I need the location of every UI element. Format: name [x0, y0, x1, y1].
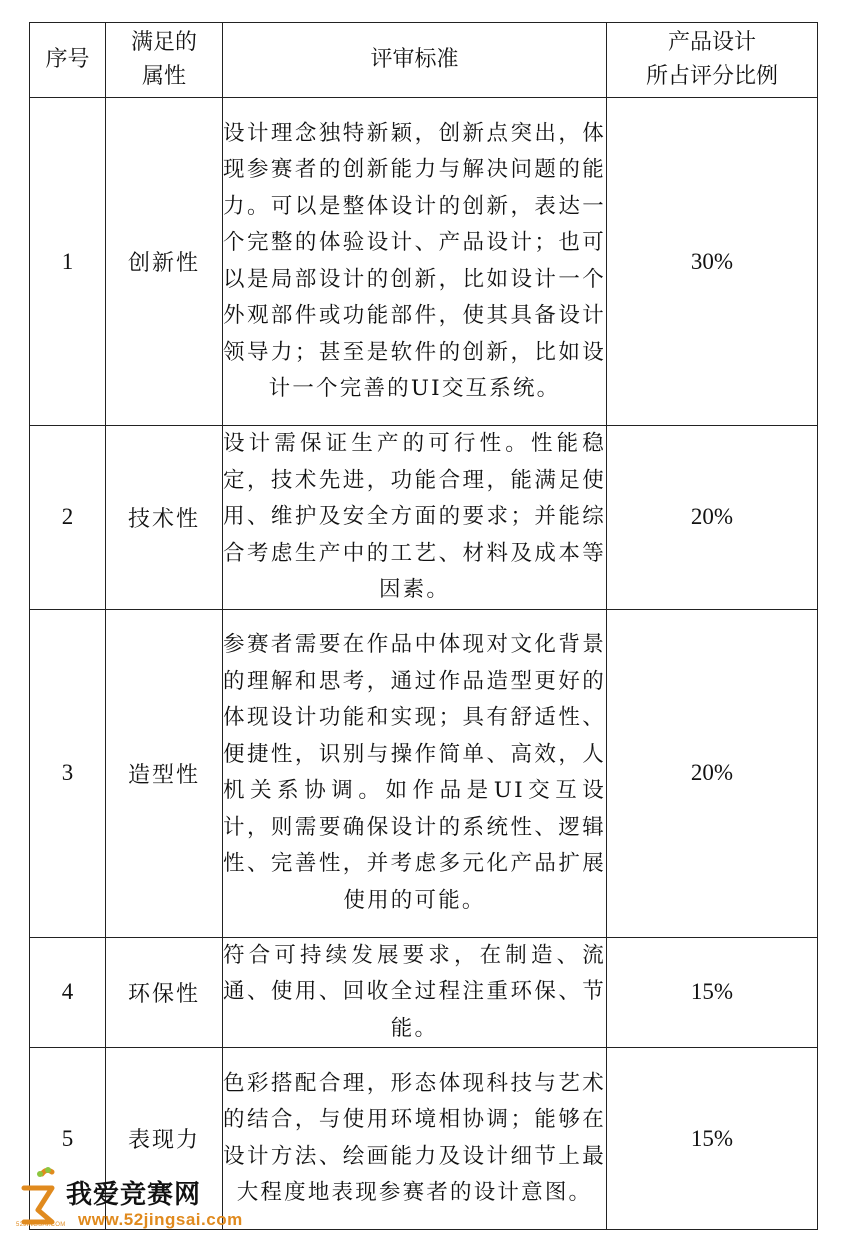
row-no: 4 [30, 937, 106, 1048]
row-criteria: 设计需保证生产的可行性。性能稳定，技术先进，功能合理，能满足使用、维护及安全方面的要求；并能综合考虑生产中的工艺、材料及成本等因素。 [223, 426, 607, 610]
header-ratio [607, 23, 818, 98]
row-attribute: 环保性 [106, 937, 223, 1048]
table-row [30, 937, 818, 1048]
row-criteria: 色彩搭配合理，形态体现科技与艺术的结合，与使用环境相协调；能够在设计方法、绘画能力及设计细节上最大程度地表现参赛者的设计意图。 [223, 1048, 607, 1230]
watermark-title: 我爱竞赛网 [66, 1180, 202, 1210]
row-no: 5 [30, 1048, 106, 1230]
row-no: 1 [30, 98, 106, 426]
row-criteria: 设计理念独特新颖，创新点突出，体现参赛者的创新能力与解决问题的能力。可以是整体设计的创新，表达一个完整的体验设计、产品设计；也可以是局部设计的创新，比如设计一个外观部件或功能部件，使其具备设计领导力；甚至是软件的创新，比如设计一个完善的UI交互系统。 [223, 98, 607, 426]
row-ratio: 20% [607, 426, 818, 610]
header-attribute-line2: 属性 [141, 64, 186, 89]
row-attribute: 创新性 [106, 98, 223, 426]
row-criteria: 符合可持续发展要求，在制造、流通、使用、回收全过程注重环保、节能。 [223, 937, 607, 1048]
header-row [30, 23, 818, 98]
row-attribute: 技术性 [106, 426, 223, 610]
header-attribute [106, 23, 223, 98]
row-ratio: 15% [607, 937, 818, 1048]
table-row [30, 98, 818, 426]
row-ratio: 30% [607, 98, 818, 426]
criteria-table [29, 22, 818, 1230]
row-no: 3 [30, 609, 106, 937]
header-criteria: 评审标准 [223, 23, 607, 98]
header-ratio-line2: 所占评分比例 [645, 64, 778, 89]
row-ratio: 15% [607, 1048, 818, 1230]
row-attribute: 表现力 [106, 1048, 223, 1230]
row-criteria: 参赛者需要在作品中体现对文化背景的理解和思考，通过作品造型更好的体现设计功能和实现；具有舒适性、便捷性，识别与操作简单、高效，人机关系协调。如作品是UI交互设计，则需要确保设计的系统性、逻辑性、完善性，并考虑多元化产品扩展使用的可能。 [223, 609, 607, 937]
table-row [30, 609, 818, 937]
row-ratio: 20% [607, 609, 818, 937]
row-no: 2 [30, 426, 106, 610]
header-attribute-line1: 满足的 [130, 30, 197, 55]
row-attribute: 造型性 [106, 609, 223, 937]
watermark-sub: 52JINGSAI.COM [16, 1222, 66, 1228]
watermark-url: www.52jingsai.com [78, 1210, 243, 1229]
header-no: 序号 [30, 23, 106, 98]
table-row [30, 426, 818, 610]
header-ratio-line1: 产品设计 [667, 30, 756, 55]
